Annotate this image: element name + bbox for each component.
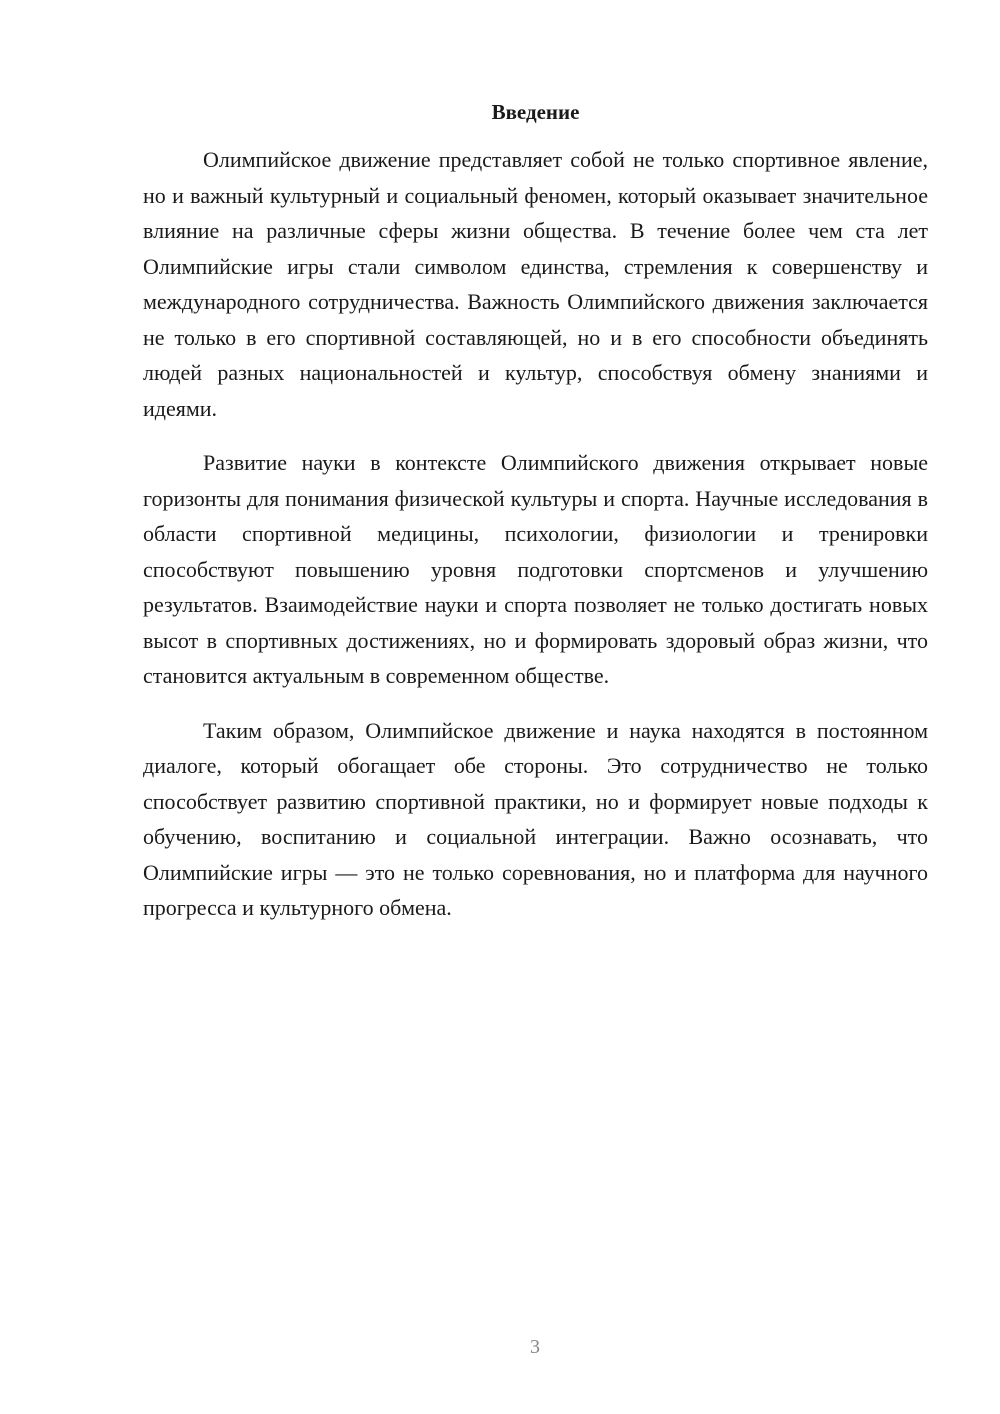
page-number: 3 [530, 1336, 540, 1358]
body-text [143, 142, 928, 945]
paragraph-2: Развитие науки в контексте Олимпийского движения открывает новые горизонты для понимания физической культуры и спорта. Научные исследования в области спортивной медицины, психологии, физиологии и тренировки способствуют повышению уровня подготовки спортсменов и улучшению результатов. Взаимодействие науки и спорта позволяет не только достигать новых высот в спортивных достижениях, но и формировать здоровый образ жизни, что становится актуальным в современном обществе. [143, 450, 928, 688]
paragraph-3: Таким образом, Олимпийское движение и наука находятся в постоянном диалоге, который обогащает обе стороны. Это сотрудничество не только способствует развитию спортивной практики, но и формирует новые подходы к обучению, воспитанию и социальной интеграции. Важно осознавать, что Олимпийские игры — это не только соревнования, но и платформа для научного прогресса и культурного обмена. [143, 717, 928, 920]
section-heading: Введение [491, 100, 580, 124]
paragraph-1: Олимпийское движение представляет собой не только спортивное явление, но и важный культурный и социальный феномен, который оказывает значительное влияние на различные сферы жизни общества. В течение более чем ста лет Олимпийские игры стали символом единства, стремления к совершенству и международного сотрудничества. Важность Олимпийского движения заключается не только в его спортивной составляющей, но и в его способности объединять людей разных национальностей и культур, способствуя обмену знаниями и идеями. [143, 147, 928, 421]
